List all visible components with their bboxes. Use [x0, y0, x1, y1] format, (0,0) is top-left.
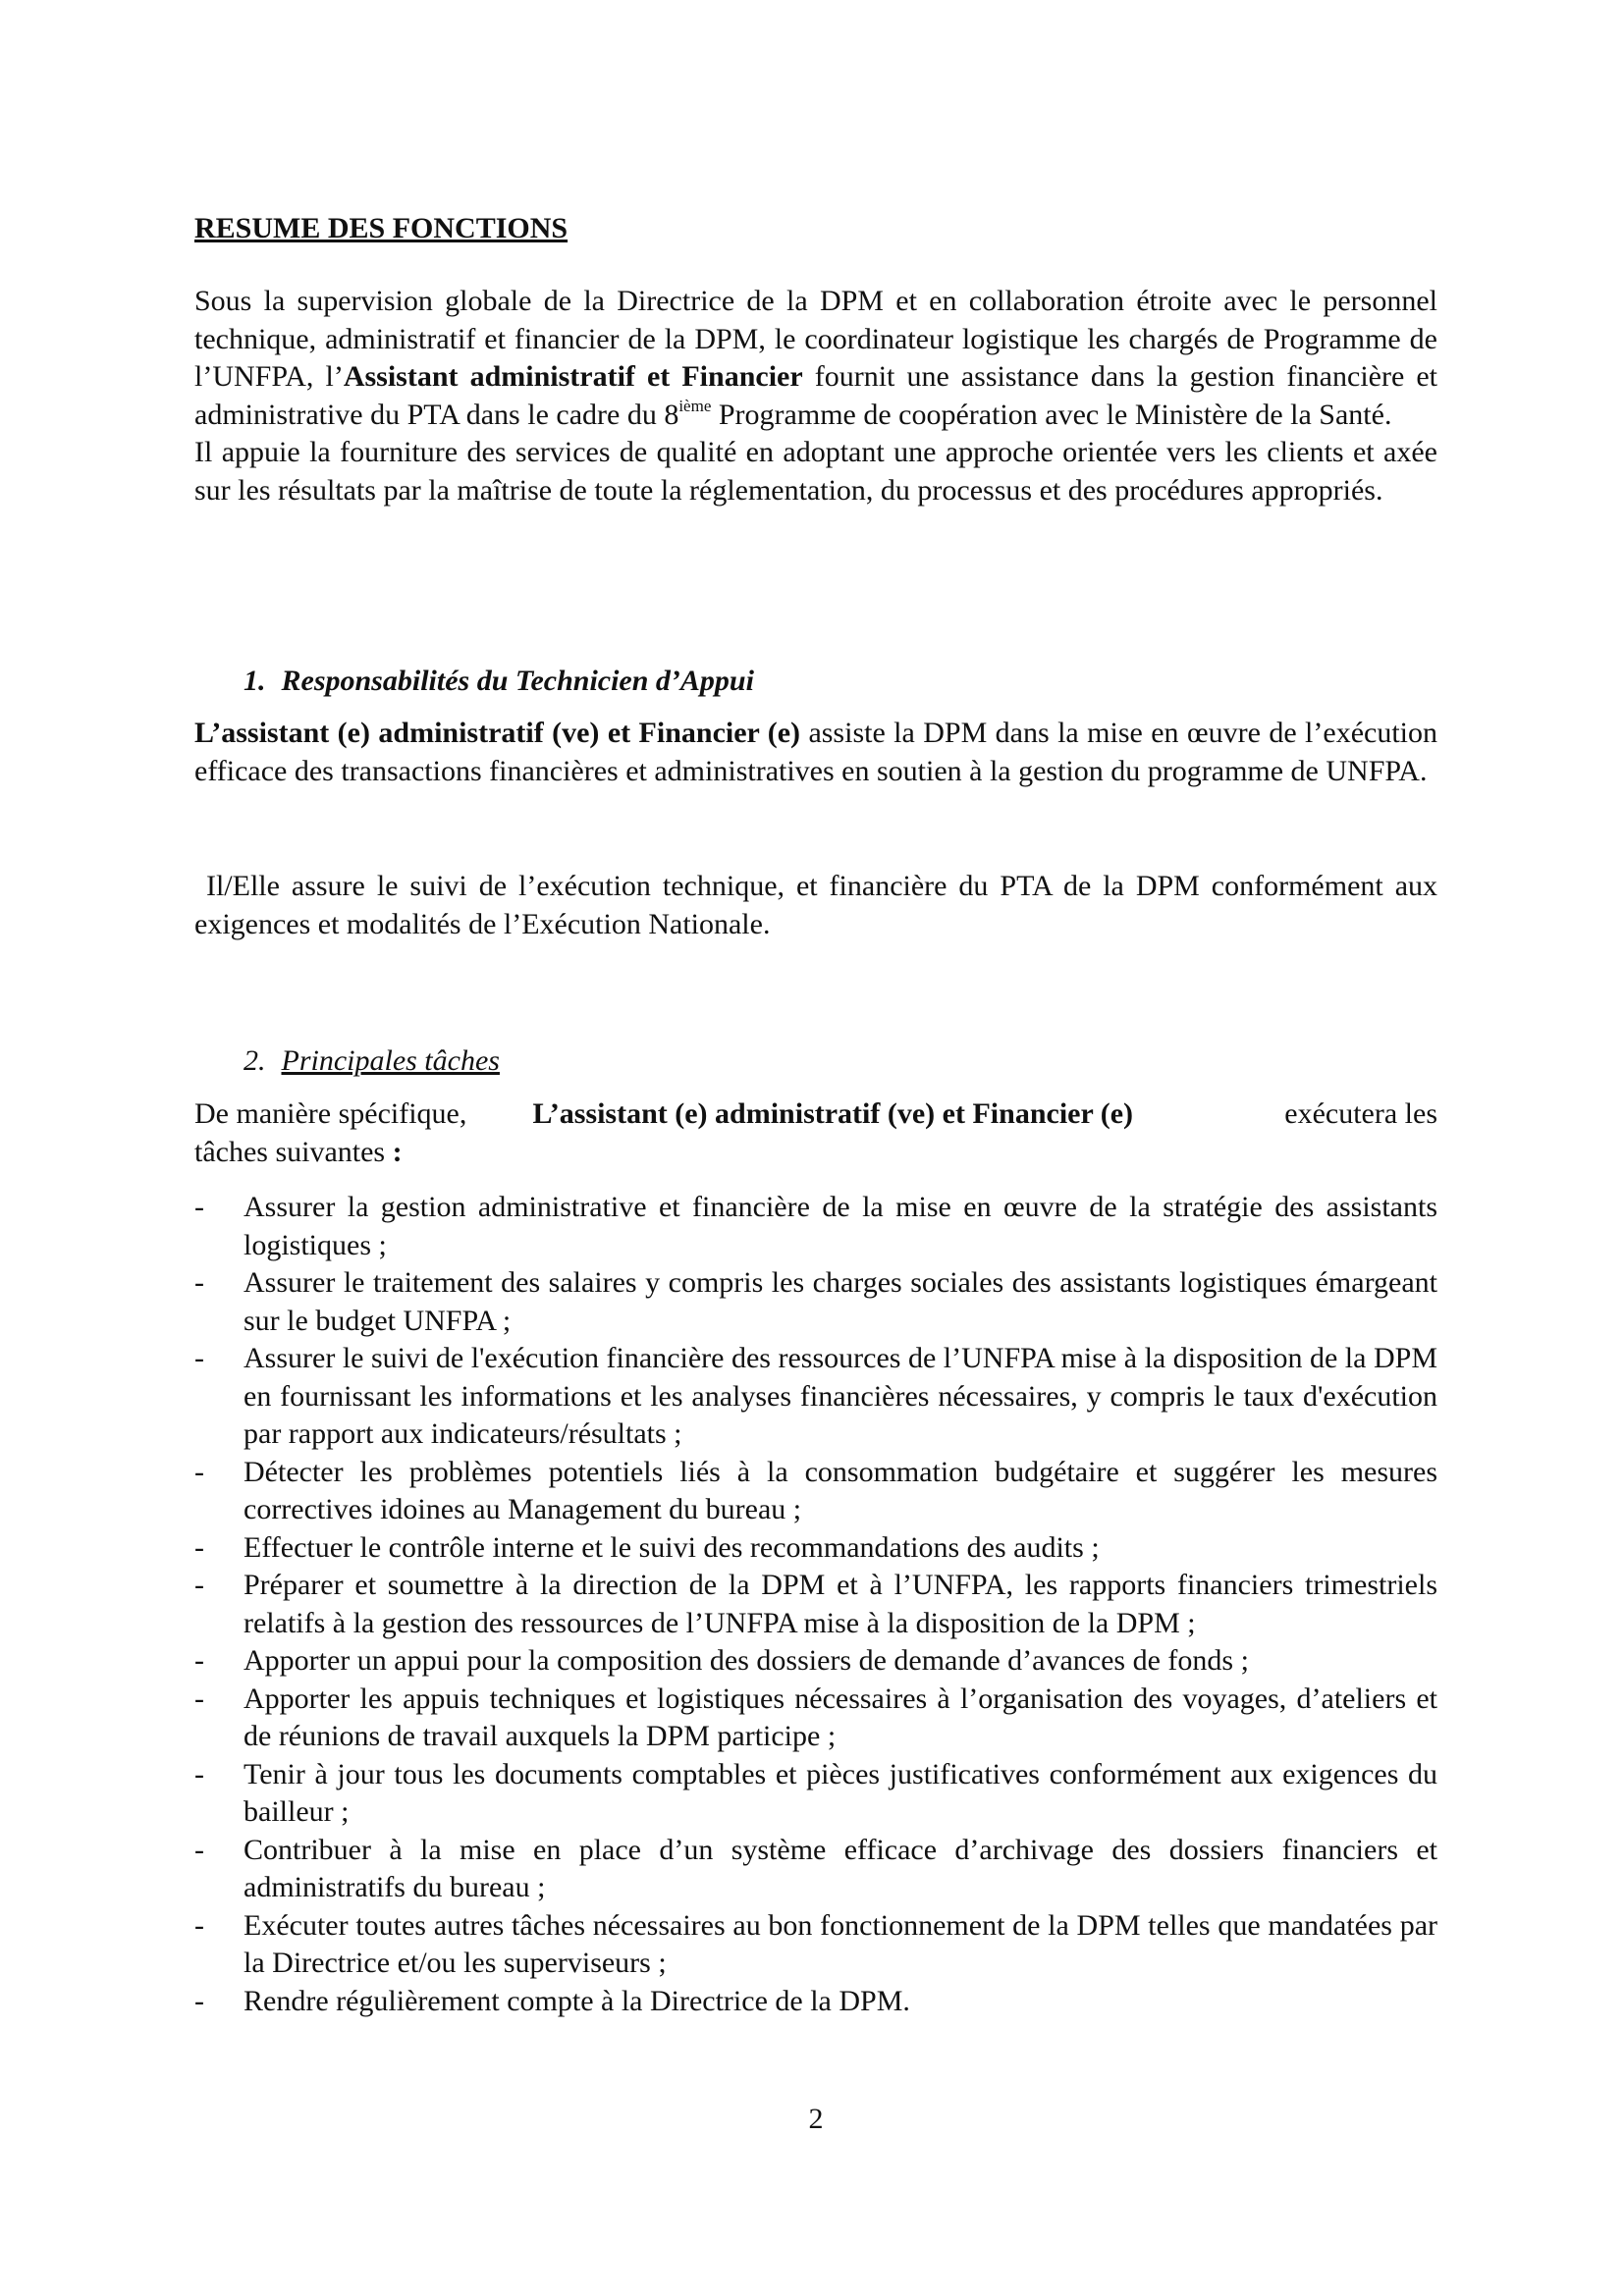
list-item: [194, 1983, 1437, 2021]
page-heading: RESUME DES FONCTIONS: [194, 212, 568, 244]
section-1-number: 1.: [244, 665, 266, 697]
section-1-paragraph-1-text: assiste la DPM dans la mise en œuvre de l’exécution efficace des transactions financières et administratives en soutien à la gestion du programme de UNFPA.: [194, 717, 1437, 787]
list-item: [194, 1264, 1437, 1340]
intro-text-3: Programme de coopération avec le Ministère de la Santé.: [711, 398, 1392, 431]
section-2-intro-colon: :: [392, 1135, 403, 1168]
list-item-text: Assurer le traitement des salaires y compris les charges sociales des assistants logistiques émargeant sur le budget UNFPA ;: [244, 1266, 1437, 1337]
section-2-title: [244, 1042, 500, 1081]
intro-paragraph: [194, 283, 1437, 509]
page-number: 2: [808, 2103, 824, 2135]
section-1-paragraph-2: Il/Elle assure le suivi de l’exécution technique, et financière du PTA de la DPM conformément aux exigences et modalités de l’Exécution Nationale.: [194, 870, 1445, 940]
list-item-text: Exécuter toutes autres tâches nécessaires au bon fonctionnement de la DPM telles que mandatées par la Directrice et/ou les superviseurs ;: [244, 1908, 1437, 1979]
list-item-text: Détecter les problèmes potentiels liés à la consommation budgétaire et suggérer les mesures correctives idoines au Management du bureau ;: [244, 1455, 1437, 1525]
list-item: [194, 1832, 1437, 1907]
section-2-number: 2.: [244, 1044, 266, 1077]
list-bullet: -: [194, 1757, 204, 1790]
section-1-title-text: Responsabilités du Technicien d’Appui: [281, 665, 754, 697]
list-item-text: Contribuer à la mise en place d’un système efficace d’archivage des dossiers financiers et administratifs du bureau ;: [244, 1833, 1437, 1903]
section-2-intro-line-2-text: tâches suivantes: [194, 1135, 393, 1168]
list-item: [194, 1567, 1437, 1642]
section-1-paragraph-1: [194, 715, 1437, 790]
list-item-text: Effectuer le contrôle interne et le suivi des recommandations des audits ;: [244, 1530, 1100, 1564]
list-bullet: -: [194, 1191, 204, 1223]
list-bullet: -: [194, 1455, 204, 1488]
section-2-title-text: Principales tâches: [281, 1044, 500, 1077]
intro-superscript: ième: [678, 396, 712, 415]
list-item: [194, 1907, 1437, 1983]
list-item: [194, 1189, 1437, 1264]
list-item: [194, 1454, 1437, 1529]
list-item-text: Tenir à jour tous les documents comptables et pièces justificatives conformément aux exigences du bailleur ;: [244, 1757, 1437, 1828]
list-item-text: Apporter les appuis techniques et logistiques nécessaires à l’organisation des voyages, d’ateliers et de réunions de travail auxquels la DPM participe ;: [244, 1682, 1437, 1752]
list-item-text: Apporter un appui pour la composition des dossiers de demande d’avances de fonds ;: [244, 1644, 1249, 1677]
list-item: [194, 1642, 1437, 1681]
section-1-title: [244, 663, 754, 701]
intro-paragraph-2: Il appuie la fourniture des services de qualité en adoptant une approche orientée vers les clients et axée sur les résultats par la maîtrise de toute la réglementation, du processus et des procédures appropriés.: [194, 436, 1437, 507]
list-item: [194, 1340, 1437, 1454]
section-2-intro: [194, 1095, 1437, 1171]
list-bullet: -: [194, 1266, 204, 1299]
section-1-bold-role: L’assistant (e) administratif (ve) et Financier (e): [194, 717, 801, 749]
list-item-text: Préparer et soumettre à la direction de la DPM et à l’UNFPA, les rapports financiers trimestriels relatifs à la gestion des ressources de l’UNFPA mise à la disposition de la DPM ;: [244, 1569, 1437, 1639]
list-bullet: -: [194, 1569, 204, 1601]
intro-bold-role: Assistant administratif et Financier: [343, 360, 803, 393]
intro-text-2: fournit une assistance dans la gestion financière et administrative du PTA dans le cadre du 8: [194, 360, 1437, 431]
list-item: [194, 1681, 1437, 1756]
list-bullet: -: [194, 1984, 204, 2017]
task-list: [194, 1189, 1437, 2020]
list-item: [194, 1529, 1437, 1568]
section-2-intro-pre: De manière spécifique,: [194, 1097, 467, 1130]
list-bullet: -: [194, 1644, 204, 1677]
section-2-intro-post: exécutera les: [1284, 1097, 1437, 1130]
list-bullet: -: [194, 1530, 204, 1564]
list-bullet: -: [194, 1833, 204, 1866]
section-2-intro-line-2: [194, 1134, 1437, 1172]
intro-text-1: Sous la supervision globale de la Directrice de la DPM et en collaboration étroite avec le personnel technique, administratif et financier de la DPM, le coordinateur logistique les chargés de Programme de l’UNFPA, l’: [194, 285, 1437, 393]
document-page: [194, 0, 1445, 2296]
list-bullet: -: [194, 1682, 204, 1715]
list-item-text: Assurer le suivi de l'exécution financière des ressources de l’UNFPA mise à la disposition de la DPM en fournissant les informations et les analyses financières nécessaires, y compris le taux d'exécution par rapport aux indicateurs/résultats ;: [244, 1342, 1437, 1450]
list-bullet: -: [194, 1342, 204, 1374]
list-bullet: -: [194, 1908, 204, 1942]
list-item-text: Assurer la gestion administrative et financière de la mise en œuvre de la stratégie des assistants logistiques ;: [244, 1191, 1437, 1261]
list-item: [194, 1756, 1437, 1832]
section-2-intro-line-1: [194, 1095, 1437, 1134]
list-item-text: Rendre régulièrement compte à la Directrice de la DPM.: [244, 1984, 910, 2017]
section-2-intro-bold-role: L’assistant (e) administratif (ve) et Financier (e): [532, 1097, 1134, 1130]
